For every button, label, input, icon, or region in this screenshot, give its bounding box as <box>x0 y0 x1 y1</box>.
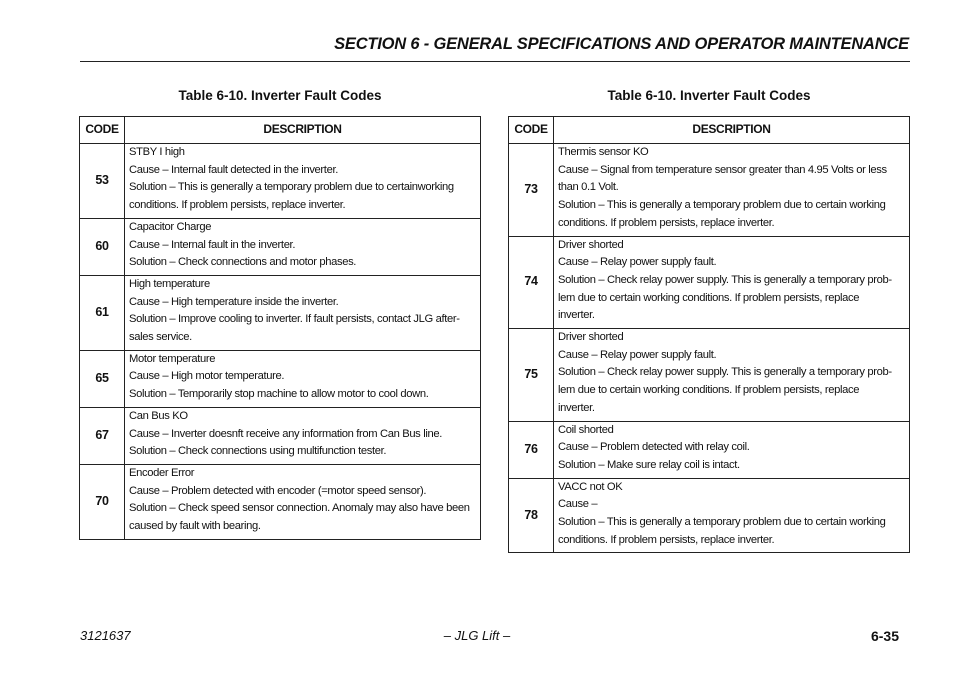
description-line: Motor temperature <box>129 352 216 365</box>
fault-description <box>125 144 481 219</box>
description-line: inverter. <box>558 309 595 322</box>
page-number: 6-35 <box>870 628 899 644</box>
fault-code: 73 <box>509 144 554 237</box>
table-header-row <box>80 117 481 144</box>
table-row <box>80 144 481 219</box>
description-line: Solution – This is generally a temporary problem due to certainworking <box>129 181 454 194</box>
footer-brand: – JLG Lift – <box>443 628 511 643</box>
fault-rows-left <box>80 144 481 540</box>
description-line: Solution – Check connections using multifunction tester. <box>129 445 387 458</box>
column-header-description: DESCRIPTION <box>554 117 910 144</box>
description-line: inverter. <box>558 401 595 414</box>
fault-description <box>554 478 910 553</box>
fault-description <box>554 144 910 237</box>
description-line: Cause – Internal fault in the inverter. <box>129 238 296 251</box>
header-divider <box>80 61 910 62</box>
fault-code: 61 <box>80 275 125 350</box>
description-line: lem due to certain working conditions. If problem persists, replace <box>558 384 860 397</box>
description-line: High temperature <box>129 277 210 290</box>
description-line: Solution – Make sure relay coil is intact. <box>558 458 740 471</box>
description-line: VACC not OK <box>558 480 623 493</box>
description-line: Solution – This is generally a temporary problem due to certain working <box>558 199 886 212</box>
description-line: Cause – Relay power supply fault. <box>558 348 717 361</box>
fault-code: 53 <box>80 144 125 219</box>
fault-codes-table-left <box>79 116 481 540</box>
description-line: Solution – Improve cooling to inverter. If fault persists, contact JLG after- <box>129 313 460 326</box>
table-header-row <box>509 117 910 144</box>
description-line: Cause – Signal from temperature sensor greater than 4.95 Volts or less <box>558 163 887 176</box>
fault-description <box>125 275 481 350</box>
fault-code: 74 <box>509 236 554 329</box>
description-line: Can Bus KO <box>129 409 188 422</box>
table-row <box>80 275 481 350</box>
description-line: Cause – Inverter doesnft receive any information from Can Bus line. <box>129 427 442 440</box>
table-row <box>509 421 910 478</box>
description-line: Solution – Check speed sensor connection. Anomaly may also have been <box>129 502 470 515</box>
description-line: Encoder Error <box>129 466 195 479</box>
fault-codes-table-right <box>508 116 910 553</box>
column-header-description: DESCRIPTION <box>125 117 481 144</box>
fault-code: 75 <box>509 329 554 422</box>
fault-code: 65 <box>80 350 125 407</box>
fault-rows-right <box>509 144 910 553</box>
description-line: lem due to certain working conditions. If problem persists, replace <box>558 291 860 304</box>
description-line: Cause – Problem detected with encoder (=motor speed sensor). <box>129 484 427 497</box>
section-title: SECTION 6 - GENERAL SPECIFICATIONS AND OPERATOR MAINTENANCE <box>334 35 909 53</box>
table-row <box>80 218 481 275</box>
table-row <box>509 329 910 422</box>
description-line: Driver shorted <box>558 238 624 251</box>
column-header-code: CODE <box>509 117 554 144</box>
description-line: sales service. <box>129 331 192 344</box>
description-line: Cause – Relay power supply fault. <box>558 256 717 269</box>
description-line: Cause – High motor temperature. <box>129 370 285 383</box>
fault-code: 76 <box>509 421 554 478</box>
description-line: Solution – This is generally a temporary problem due to certain working <box>558 516 886 529</box>
description-line: conditions. If problem persists, replace inverter. <box>558 216 775 229</box>
fault-description <box>554 236 910 329</box>
document-number: 3121637 <box>80 628 131 643</box>
description-line: Cause – <box>558 498 598 511</box>
description-line: Cause – High temperature inside the inverter. <box>129 295 339 308</box>
description-line: Thermis sensor KO <box>558 146 649 158</box>
fault-code: 78 <box>509 478 554 553</box>
description-line: Cause – Problem detected with relay coil. <box>558 441 750 454</box>
fault-description <box>125 218 481 275</box>
description-line: Cause – Internal fault detected in the inverter. <box>129 163 338 176</box>
description-line: STBY I high <box>129 146 185 158</box>
fault-description <box>125 464 481 539</box>
column-header-code: CODE <box>80 117 125 144</box>
description-line: caused by fault with bearing. <box>129 520 261 533</box>
description-line: Capacitor Charge <box>129 220 212 233</box>
fault-code: 67 <box>80 407 125 464</box>
fault-code: 60 <box>80 218 125 275</box>
table-row <box>509 236 910 329</box>
fault-description <box>554 329 910 422</box>
description-line: Solution – Check relay power supply. This is generally a temporary prob- <box>558 366 892 379</box>
description-line: Solution – Temporarily stop machine to allow motor to cool down. <box>129 388 429 401</box>
description-line: Solution – Check relay power supply. This is generally a temporary prob- <box>558 273 892 286</box>
description-line: Coil shorted <box>558 423 614 436</box>
fault-description <box>125 350 481 407</box>
description-line: conditions. If problem persists, replace inverter. <box>129 199 346 212</box>
fault-description <box>125 407 481 464</box>
description-line: conditions. If problem persists, replace inverter. <box>558 533 775 546</box>
description-line: than 0.1 Volt. <box>558 181 619 194</box>
table-row <box>80 464 481 539</box>
table-row <box>80 350 481 407</box>
table-row <box>509 478 910 553</box>
table-row <box>80 407 481 464</box>
description-line: Driver shorted <box>558 331 624 344</box>
table-caption-right: Table 6-10. Inverter Fault Codes <box>607 88 811 103</box>
fault-description <box>554 421 910 478</box>
fault-code: 70 <box>80 464 125 539</box>
table-caption-left: Table 6-10. Inverter Fault Codes <box>178 88 382 103</box>
table-row <box>509 144 910 237</box>
description-line: Solution – Check connections and motor phases. <box>129 256 357 269</box>
